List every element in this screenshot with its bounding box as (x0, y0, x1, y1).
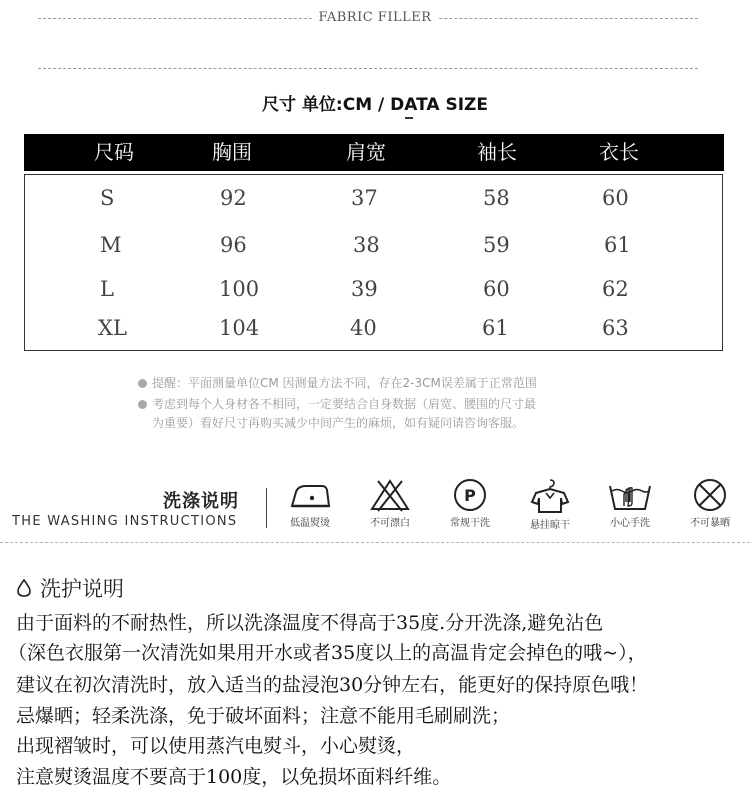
size-title: 尺寸 单位:CM / DATA SIZE (262, 95, 488, 115)
fabric-filler-title (0, 10, 750, 25)
table-cell: 61 (604, 233, 631, 257)
table-cell: 59 (483, 233, 510, 257)
icon-label: 不可漂白 (370, 518, 410, 529)
table-cell: M (100, 233, 122, 257)
divider (266, 488, 267, 528)
svg-text:P: P (464, 486, 476, 505)
bullet-icon (138, 400, 147, 409)
table-cell: 63 (602, 316, 629, 340)
size-table-body (24, 174, 723, 351)
icon-label: 低温熨烫 (290, 518, 330, 529)
icon-label: 常规干洗 (450, 518, 490, 529)
icon-label: 不可暴晒 (690, 518, 730, 529)
care-line: 注意熨烫温度不要高于100度，以免损坏面料纤维。 (16, 766, 452, 788)
table-cell: 58 (483, 186, 510, 210)
table-cell: 62 (602, 277, 629, 301)
header-size: 尺码 (94, 140, 134, 164)
size-table-header (24, 134, 724, 171)
table-cell: 60 (602, 186, 629, 210)
table-cell: 61 (482, 316, 509, 340)
care-title-text: 洗护说明 (40, 577, 124, 601)
table-cell: 92 (220, 186, 247, 210)
note-text: 提醒：平面测量单位CM 因测量方法不同，存在2-3CM误差属于正常范围 (152, 376, 537, 390)
title-underline-mark (405, 117, 413, 119)
header-length: 衣长 (599, 140, 639, 164)
header-sleeve: 袖长 (477, 140, 517, 164)
table-cell: 60 (483, 277, 510, 301)
water-drop-icon (16, 578, 32, 598)
note-line-2 (138, 395, 536, 414)
hang-dry-icon (518, 478, 582, 531)
iron-low-icon (278, 478, 342, 529)
table-cell: 104 (219, 316, 260, 340)
dry-clean-p-icon (438, 478, 502, 529)
table-cell: 96 (220, 233, 247, 257)
table-cell: XL (98, 316, 127, 340)
note-line-1 (138, 374, 537, 393)
header-shoulder: 肩宽 (346, 140, 386, 164)
table-cell: 37 (351, 186, 378, 210)
fabric-filler-text: FABRIC FILLER (312, 10, 437, 25)
icon-label: 小心手洗 (610, 518, 650, 529)
care-line: 忌爆晒；轻柔洗涤，免于破坏面料；注意不能用毛刷刷洗； (16, 705, 511, 727)
no-sun-dry-icon (678, 478, 742, 529)
table-cell: L (100, 277, 114, 301)
table-cell: 39 (351, 277, 378, 301)
note-text: 考虑到每个人身材各不相同，一定要结合自身数据（肩宽、腰围的尺寸最 (152, 397, 537, 411)
washing-title-cn: 洗涤说明 (163, 491, 239, 512)
washing-title-en: THE WASHING INSTRUCTIONS (12, 514, 238, 529)
table-cell: 40 (350, 316, 377, 340)
care-title (16, 573, 124, 603)
icon-label: 悬挂晾干 (530, 520, 570, 531)
table-cell: 38 (353, 233, 380, 257)
care-line: 出现褶皱时，可以使用蒸汽电熨斗，小心熨烫， (16, 735, 416, 757)
bullet-icon (138, 379, 147, 388)
section-divider (0, 542, 750, 543)
hand-wash-icon (598, 478, 662, 529)
second-dashed-line (38, 68, 698, 69)
header-chest: 胸围 (212, 140, 252, 164)
note-line-3: 为重要）看好尺寸再购买减少中间产生的麻烦，如有疑问请咨询客服。 (152, 416, 525, 430)
care-line: （深色衣服第一次清洗如果用开水或者35度以上的高温肯定会掉色的哦~）， (8, 642, 647, 664)
care-line: 由于面料的不耐热性，所以洗涤温度不得高于35度.分开洗涤,避免沾色 (16, 612, 604, 634)
no-bleach-icon (358, 478, 422, 529)
care-line: 建议在初次清洗时，放入适当的盐浸泡30分钟左右，能更好的保持原色哦！ (16, 674, 649, 696)
table-cell: 100 (219, 277, 260, 301)
table-cell: S (100, 186, 115, 210)
